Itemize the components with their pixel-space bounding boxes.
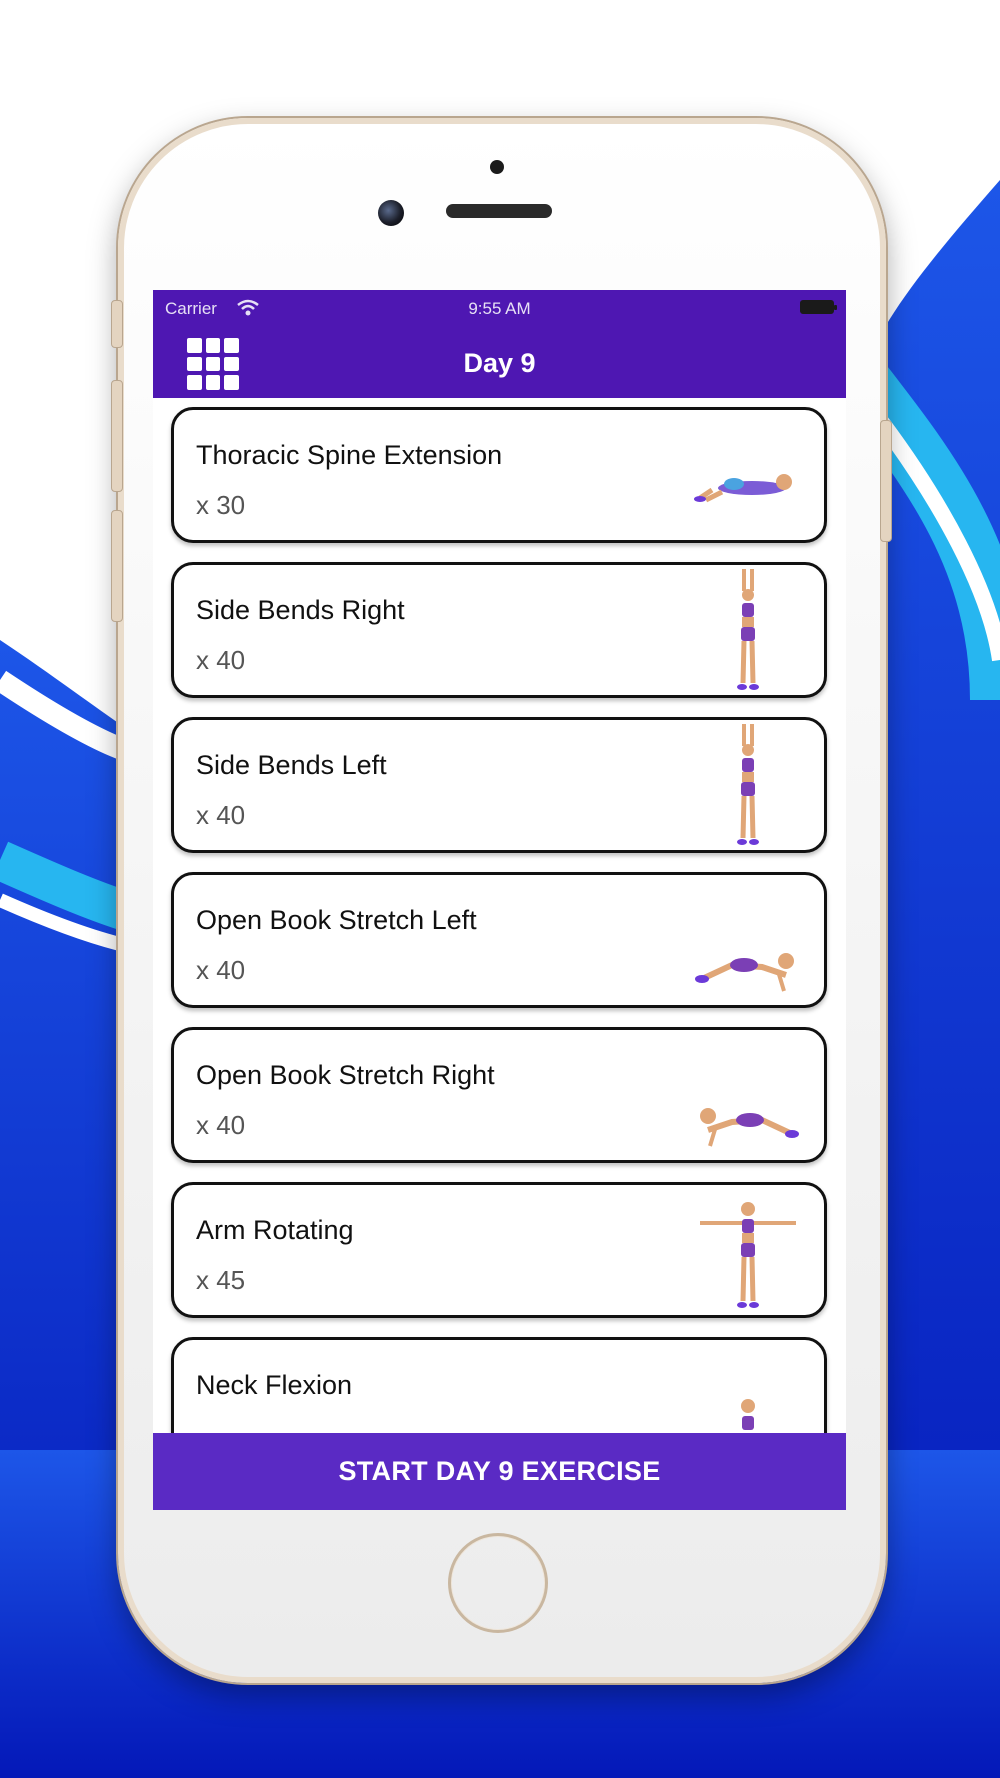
exercise-name: Side Bends Left bbox=[196, 750, 387, 780]
exercise-card[interactable] bbox=[171, 407, 827, 543]
exercise-reps: x 30 bbox=[196, 490, 246, 520]
exercise-card[interactable] bbox=[171, 872, 827, 1008]
exercise-card[interactable] bbox=[171, 562, 827, 698]
exercise-name: Neck Flexion bbox=[196, 1370, 353, 1400]
exercise-name: Open Book Stretch Right bbox=[196, 1060, 495, 1090]
exercise-illustration-icon bbox=[692, 1030, 802, 1160]
exercise-name: Open Book Stretch Left bbox=[196, 905, 477, 935]
exercise-card[interactable] bbox=[171, 1182, 827, 1318]
exercise-illustration-icon bbox=[692, 875, 802, 1005]
exercise-reps: x 40 bbox=[196, 955, 246, 985]
power-button bbox=[880, 420, 892, 542]
carrier-label: Carrier bbox=[165, 299, 217, 318]
exercise-reps: x 40 bbox=[196, 800, 246, 830]
exercise-illustration-icon bbox=[692, 410, 802, 540]
exercise-illustration-icon bbox=[692, 1185, 802, 1315]
exercise-name: Side Bends Right bbox=[196, 595, 405, 625]
start-exercise-button[interactable]: START DAY 9 EXERCISE bbox=[153, 1433, 846, 1510]
navigation-bar bbox=[153, 328, 846, 398]
status-bar bbox=[153, 290, 846, 328]
proximity-sensor bbox=[490, 160, 504, 174]
exercise-illustration-icon bbox=[692, 565, 802, 695]
volume-up-button bbox=[111, 380, 123, 492]
exercise-reps: x 40 bbox=[196, 1110, 246, 1140]
exercise-card[interactable] bbox=[171, 1027, 827, 1163]
app-screen bbox=[153, 290, 846, 1510]
status-time: 9:55 AM bbox=[468, 299, 531, 318]
battery-icon bbox=[800, 300, 834, 314]
home-button[interactable] bbox=[448, 1533, 548, 1633]
exercise-illustration-icon bbox=[692, 720, 802, 850]
earpiece-speaker bbox=[446, 204, 552, 218]
exercise-card[interactable] bbox=[171, 717, 827, 853]
page-title: Day 9 bbox=[463, 348, 536, 378]
front-camera-icon bbox=[378, 200, 404, 226]
exercise-reps: x 40 bbox=[196, 645, 246, 675]
exercise-name: Arm Rotating bbox=[196, 1215, 354, 1245]
volume-down-button bbox=[111, 510, 123, 622]
mute-switch bbox=[111, 300, 123, 348]
exercise-name: Thoracic Spine Extension bbox=[196, 440, 503, 470]
exercise-reps: x 45 bbox=[196, 1265, 246, 1295]
